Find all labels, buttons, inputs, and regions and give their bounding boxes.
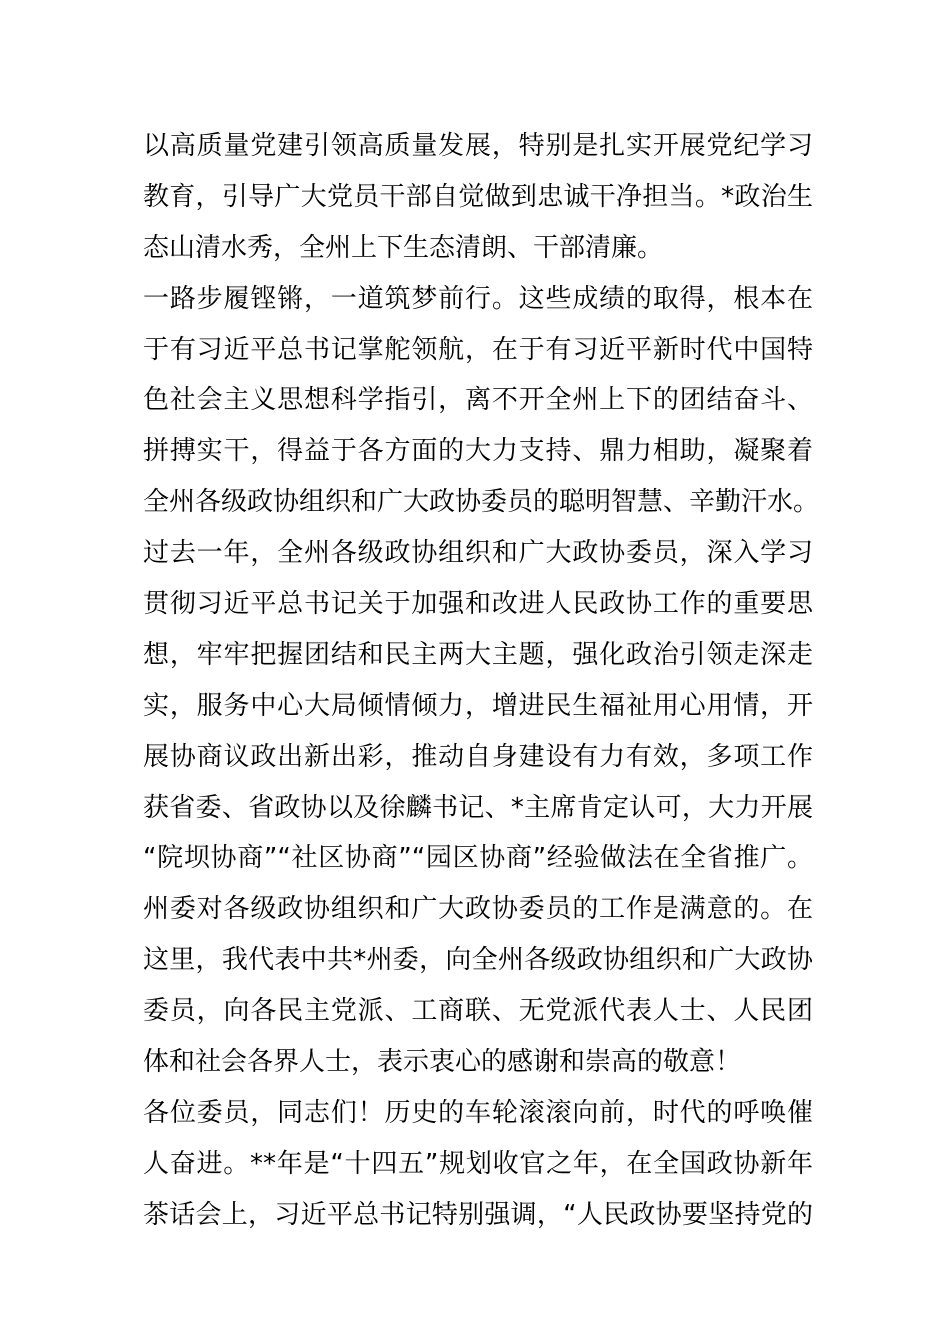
text-line: 人奋进。**年是“十四五”规划收官之年，在全国政协新年 [143,1148,813,1179]
text-line: 过去一年，全州各级政协组织和广大政协委员，深入学习 [143,538,813,569]
text-line: 拼搏实干，得益于各方面的大力支持、鼎力相助，凝聚着 [143,436,813,467]
text-line: 教育，引导广大党员干部自觉做到忠诚干净担当。*政治生 [143,181,813,212]
text-line: 全州各级政协组织和广大政协委员的聪明智慧、辛勤汗水。 [143,487,820,518]
text-line: 以高质量党建引领高质量发展，特别是扎实开展党纪学习 [143,131,813,161]
text-line: 茶话会上，习近平总书记特别强调，“人民政协要坚持党的 [143,1199,813,1230]
text-line: 色社会主义思想科学指引，离不开全州上下的团结奋斗、 [143,385,813,416]
text-line: 一路步履铿锵，一道筑梦前行。这些成绩的取得，根本在 [143,283,813,314]
text-line: 体和社会各界人士，表示衷心的感谢和崇高的敬意！ [143,1047,742,1078]
text-line: 实，服务中心大局倾情倾力，增进民生福祉用心用情，开 [143,690,813,721]
text-line: 委员，向各民主党派、工商联、无党派代表人士、人民团 [143,996,813,1027]
text-line: “院坝协商”“社区协商”“园区协商”经验做法在全省推广。 [143,843,813,874]
text-line: 于有习近平总书记掌舵领航，在于有习近平新时代中国特 [143,334,813,365]
text-line: 州委对各级政协组织和广大政协委员的工作是满意的。在 [143,894,813,925]
text-line: 各位委员，同志们！历史的车轮滚滚向前，时代的呼唤催 [143,1097,813,1128]
text-line: 展协商议政出新出彩，推动自身建设有力有效，多项工作 [143,741,813,772]
text-line: 态山清水秀，全州上下生态清朗、干部清廉。 [143,232,664,263]
text-line: 获省委、省政协以及徐麟书记、*主席肯定认可，大力开展 [143,792,813,823]
text-line: 想，牢牢把握团结和民主两大主题，强化政治引领走深走 [143,639,813,670]
text-line: 贯彻习近平总书记关于加强和改进人民政协工作的重要思 [143,589,813,620]
body-text [143,121,820,1241]
text-line: 这里，我代表中共*州委，向全州各级政协组织和广大政协 [143,945,813,976]
